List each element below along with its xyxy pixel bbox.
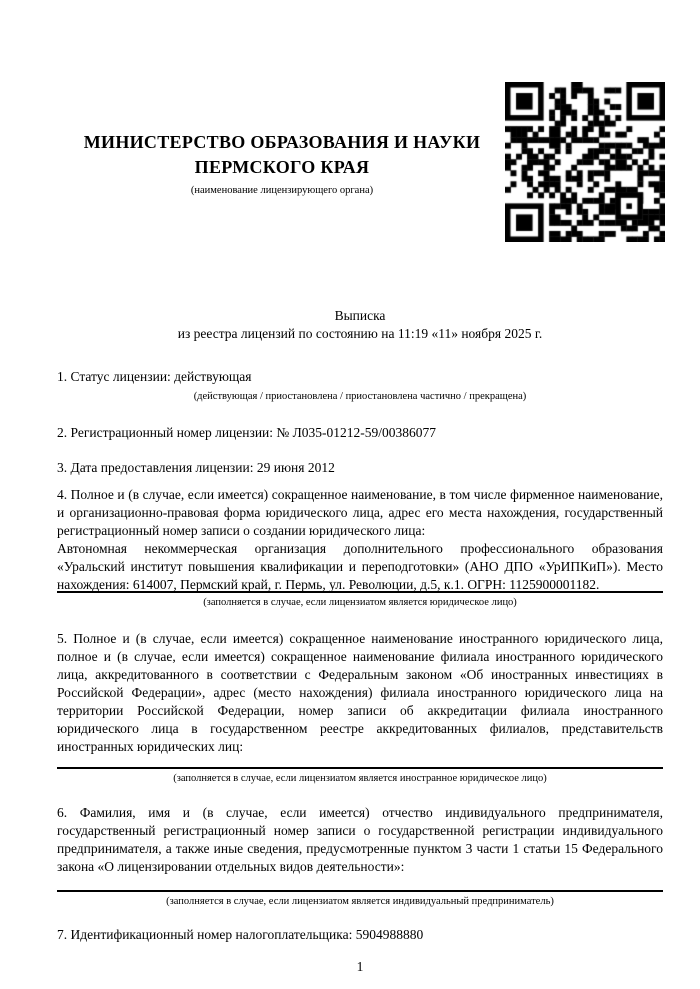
ministry-name-line2: ПЕРМСКОГО КРАЯ xyxy=(194,157,370,177)
section-3-grant-date: 3. Дата предоставления лицензии: 29 июня 2012 xyxy=(57,460,335,475)
section-4-licensee-value: Автономная некоммерческая организация дополнительного профессионального образования «Уральский институт повышения квалификации и переподготовки» (АНО ДПО «УрИПКиП»). Место нахождения: 614007, Пермский край, г. Пермь, ул. Революции, д.5, к.1. ОГРН: 1125900001182. xyxy=(57,541,663,592)
section-1-footnote: (действующая / приостановлена / приостановлена частично / прекращена) xyxy=(193,391,527,402)
document-subtitle: из реестра лицензий по состоянию на 11:19 «11» ноября 2025 г. xyxy=(177,326,543,341)
section-7-taxpayer-id: 7. Идентификационный номер налогоплательщика: 5904988880 xyxy=(57,927,424,942)
section-5-label: 5. Полное и (в случае, если имеется) сокращенное наименование иностранного юридического лица, полное и (в случае, если имеется) сокращенное наименование филиала иностранного юридического лица, аккредитованного в соответствии с Федеральным законом «Об иностранных инвестициях в Российской Федерации», адрес (место нахождения) филиала иностранного юридического лица на территории Российской Федерации, номер записи об аккредитации филиала иностранного юридического лица в государственном реестре аккредитованных филиалов, представительств иностранных юридических лиц: xyxy=(57,631,663,754)
qr-code xyxy=(505,82,665,242)
section-6-label: 6. Фамилия, имя и (в случае, если имеется) отчество индивидуального предпринимателя, государственный регистрационный номер записи о государственной регистрации индивидуального предпринимателя, а также иные сведения, предусмотренные пунктом 3 части 1 статьи 15 Федерального закона «О лицензировании отдельных видов деятельности»: xyxy=(57,805,663,874)
ministry-caption: (наименование лицензирующего органа) xyxy=(190,185,374,196)
page-number: 1 xyxy=(356,959,364,974)
licensing-authority-header xyxy=(57,130,507,198)
section-2-registration-number: 2. Регистрационный номер лицензии: № Л035-01212-59/00386077 xyxy=(57,425,437,440)
section-5-blank-line xyxy=(57,767,663,769)
section-1-license-status: 1. Статус лицензии: действующая xyxy=(57,369,252,384)
section-6-blank-line xyxy=(57,890,663,892)
document-body xyxy=(57,307,663,976)
document-title-block xyxy=(57,307,663,343)
section-6-footnote: (заполняется в случае, если лицензиатом является индивидуальный предприниматель) xyxy=(166,896,554,907)
ministry-name-line1: МИНИСТЕРСТВО ОБРАЗОВАНИЯ И НАУКИ xyxy=(83,132,481,152)
document-title: Выписка xyxy=(334,308,386,323)
section-5-footnote: (заполняется в случае, если лицензиатом является иностранное юридическое лицо) xyxy=(173,773,547,784)
section-4-label: 4. Полное и (в случае, если имеется) сокращенное наименование, в том числе фирменное наименование, и организационно-правовая форма юридического лица, адрес его места нахождения, государственный регистрационный номер записи о создании юридического лица: xyxy=(57,487,663,538)
section-4-footnote: (заполняется в случае, если лицензиатом является юридическое лицо) xyxy=(203,597,517,608)
